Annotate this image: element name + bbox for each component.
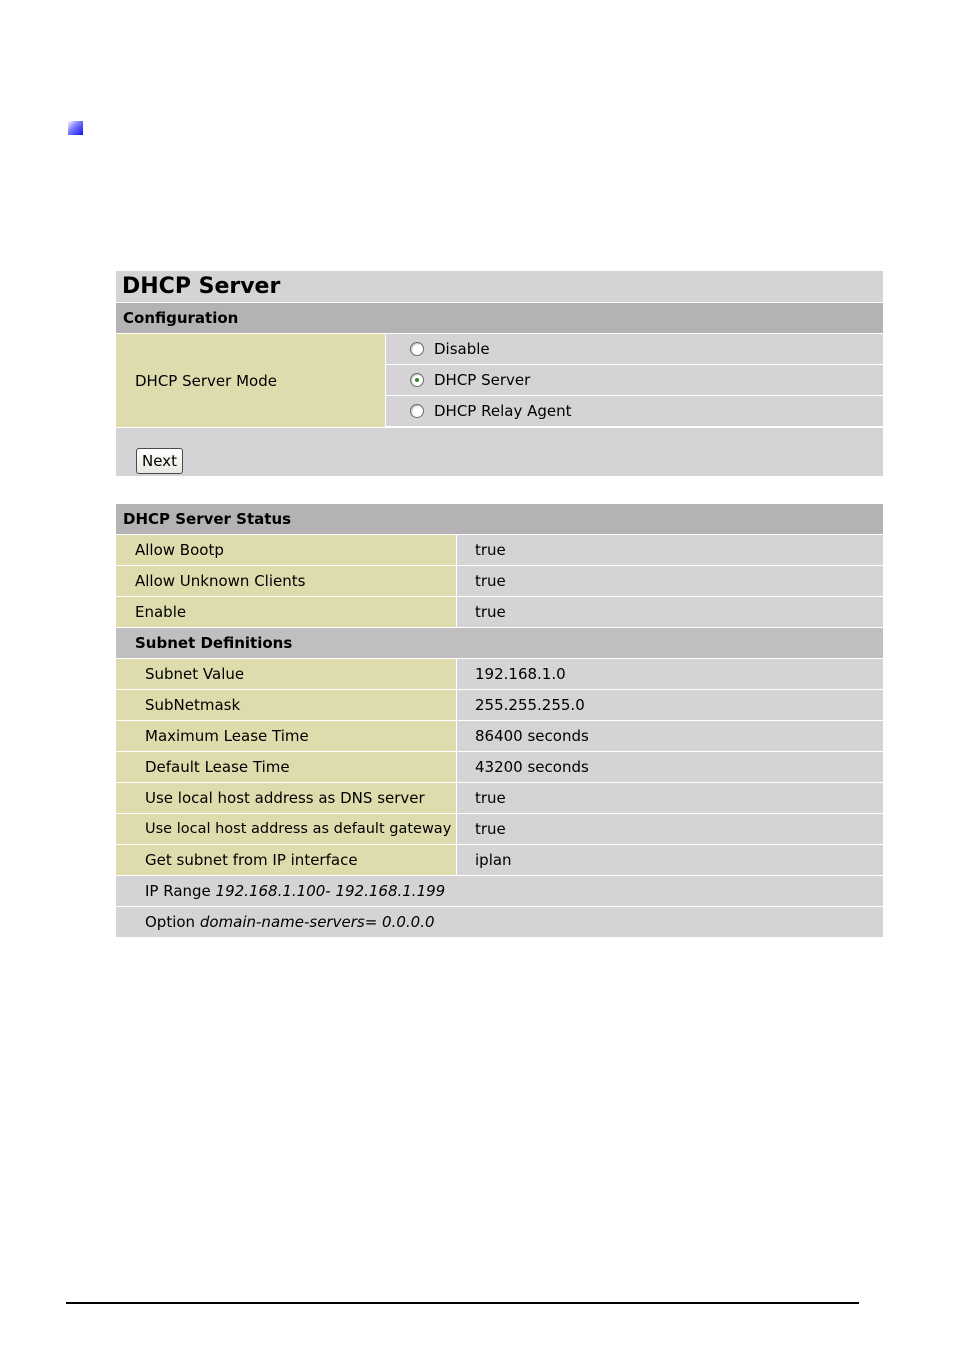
- dhcp-server-mode-label: DHCP Server Mode: [116, 334, 386, 427]
- dhcp-config-panel: [116, 271, 883, 476]
- option-dhcp-relay-agent[interactable]: [386, 396, 883, 426]
- radio-dhcp-server[interactable]: [410, 373, 424, 387]
- status-label: Enable: [116, 597, 457, 627]
- subnet-label: Get subnet from IP interface: [116, 845, 457, 875]
- footer-divider: [66, 1302, 859, 1304]
- option-disable-label: Disable: [434, 340, 490, 358]
- subnet-value: iplan: [457, 845, 883, 875]
- subnet-label: Use local host address as default gateway: [116, 814, 457, 844]
- section-bullet-icon: [68, 121, 83, 135]
- subnet-value: true: [457, 814, 883, 844]
- dhcp-mode-block: [116, 334, 883, 428]
- option-dhcp-server-label: DHCP Server: [434, 371, 531, 389]
- subnet-row: [116, 752, 883, 783]
- status-row: [116, 535, 883, 566]
- option-name: domain-name-servers: [199, 913, 365, 931]
- configuration-header: Configuration: [116, 303, 883, 334]
- subnet-definitions-header: Subnet Definitions: [116, 628, 883, 659]
- dhcp-mode-options: [386, 334, 883, 427]
- subnet-row: [116, 659, 883, 690]
- status-value: true: [457, 566, 883, 596]
- ip-range-value: 192.168.1.100- 192.168.1.199: [215, 882, 446, 900]
- subnet-value: 255.255.255.0: [457, 690, 883, 720]
- radio-dhcp-relay-agent[interactable]: [410, 404, 424, 418]
- subnet-label: SubNetmask: [116, 690, 457, 720]
- option-disable[interactable]: [386, 334, 883, 365]
- ip-range-row: [116, 876, 883, 907]
- subnet-value: 192.168.1.0: [457, 659, 883, 689]
- next-button[interactable]: Next: [136, 448, 183, 474]
- option-row: [116, 907, 883, 938]
- subnet-row: [116, 814, 883, 845]
- option-value: = 0.0.0.0: [364, 913, 435, 931]
- status-value: true: [457, 535, 883, 565]
- option-label: Option: [145, 913, 200, 931]
- subnet-value: 43200 seconds: [457, 752, 883, 782]
- option-dhcp-relay-agent-label: DHCP Relay Agent: [434, 402, 572, 420]
- radio-disable[interactable]: [410, 342, 424, 356]
- subnet-value: 86400 seconds: [457, 721, 883, 751]
- option-dhcp-server[interactable]: [386, 365, 883, 396]
- ip-range-label: IP Range: [145, 882, 216, 900]
- status-value: true: [457, 597, 883, 627]
- status-label: Allow Bootp: [116, 535, 457, 565]
- subnet-label: Default Lease Time: [116, 752, 457, 782]
- subnet-label: Subnet Value: [116, 659, 457, 689]
- page-title: DHCP Server: [116, 271, 883, 303]
- subnet-label: Maximum Lease Time: [116, 721, 457, 751]
- subnet-row: [116, 721, 883, 752]
- status-header: DHCP Server Status: [116, 504, 883, 535]
- status-row: [116, 597, 883, 628]
- subnet-row: [116, 845, 883, 876]
- subnet-value: true: [457, 783, 883, 813]
- subnet-label: Use local host address as DNS server: [116, 783, 457, 813]
- status-label: Allow Unknown Clients: [116, 566, 457, 596]
- button-row: [116, 428, 883, 476]
- status-row: [116, 566, 883, 597]
- subnet-row: [116, 690, 883, 721]
- subnet-row: [116, 783, 883, 814]
- dhcp-status-panel: [116, 504, 883, 938]
